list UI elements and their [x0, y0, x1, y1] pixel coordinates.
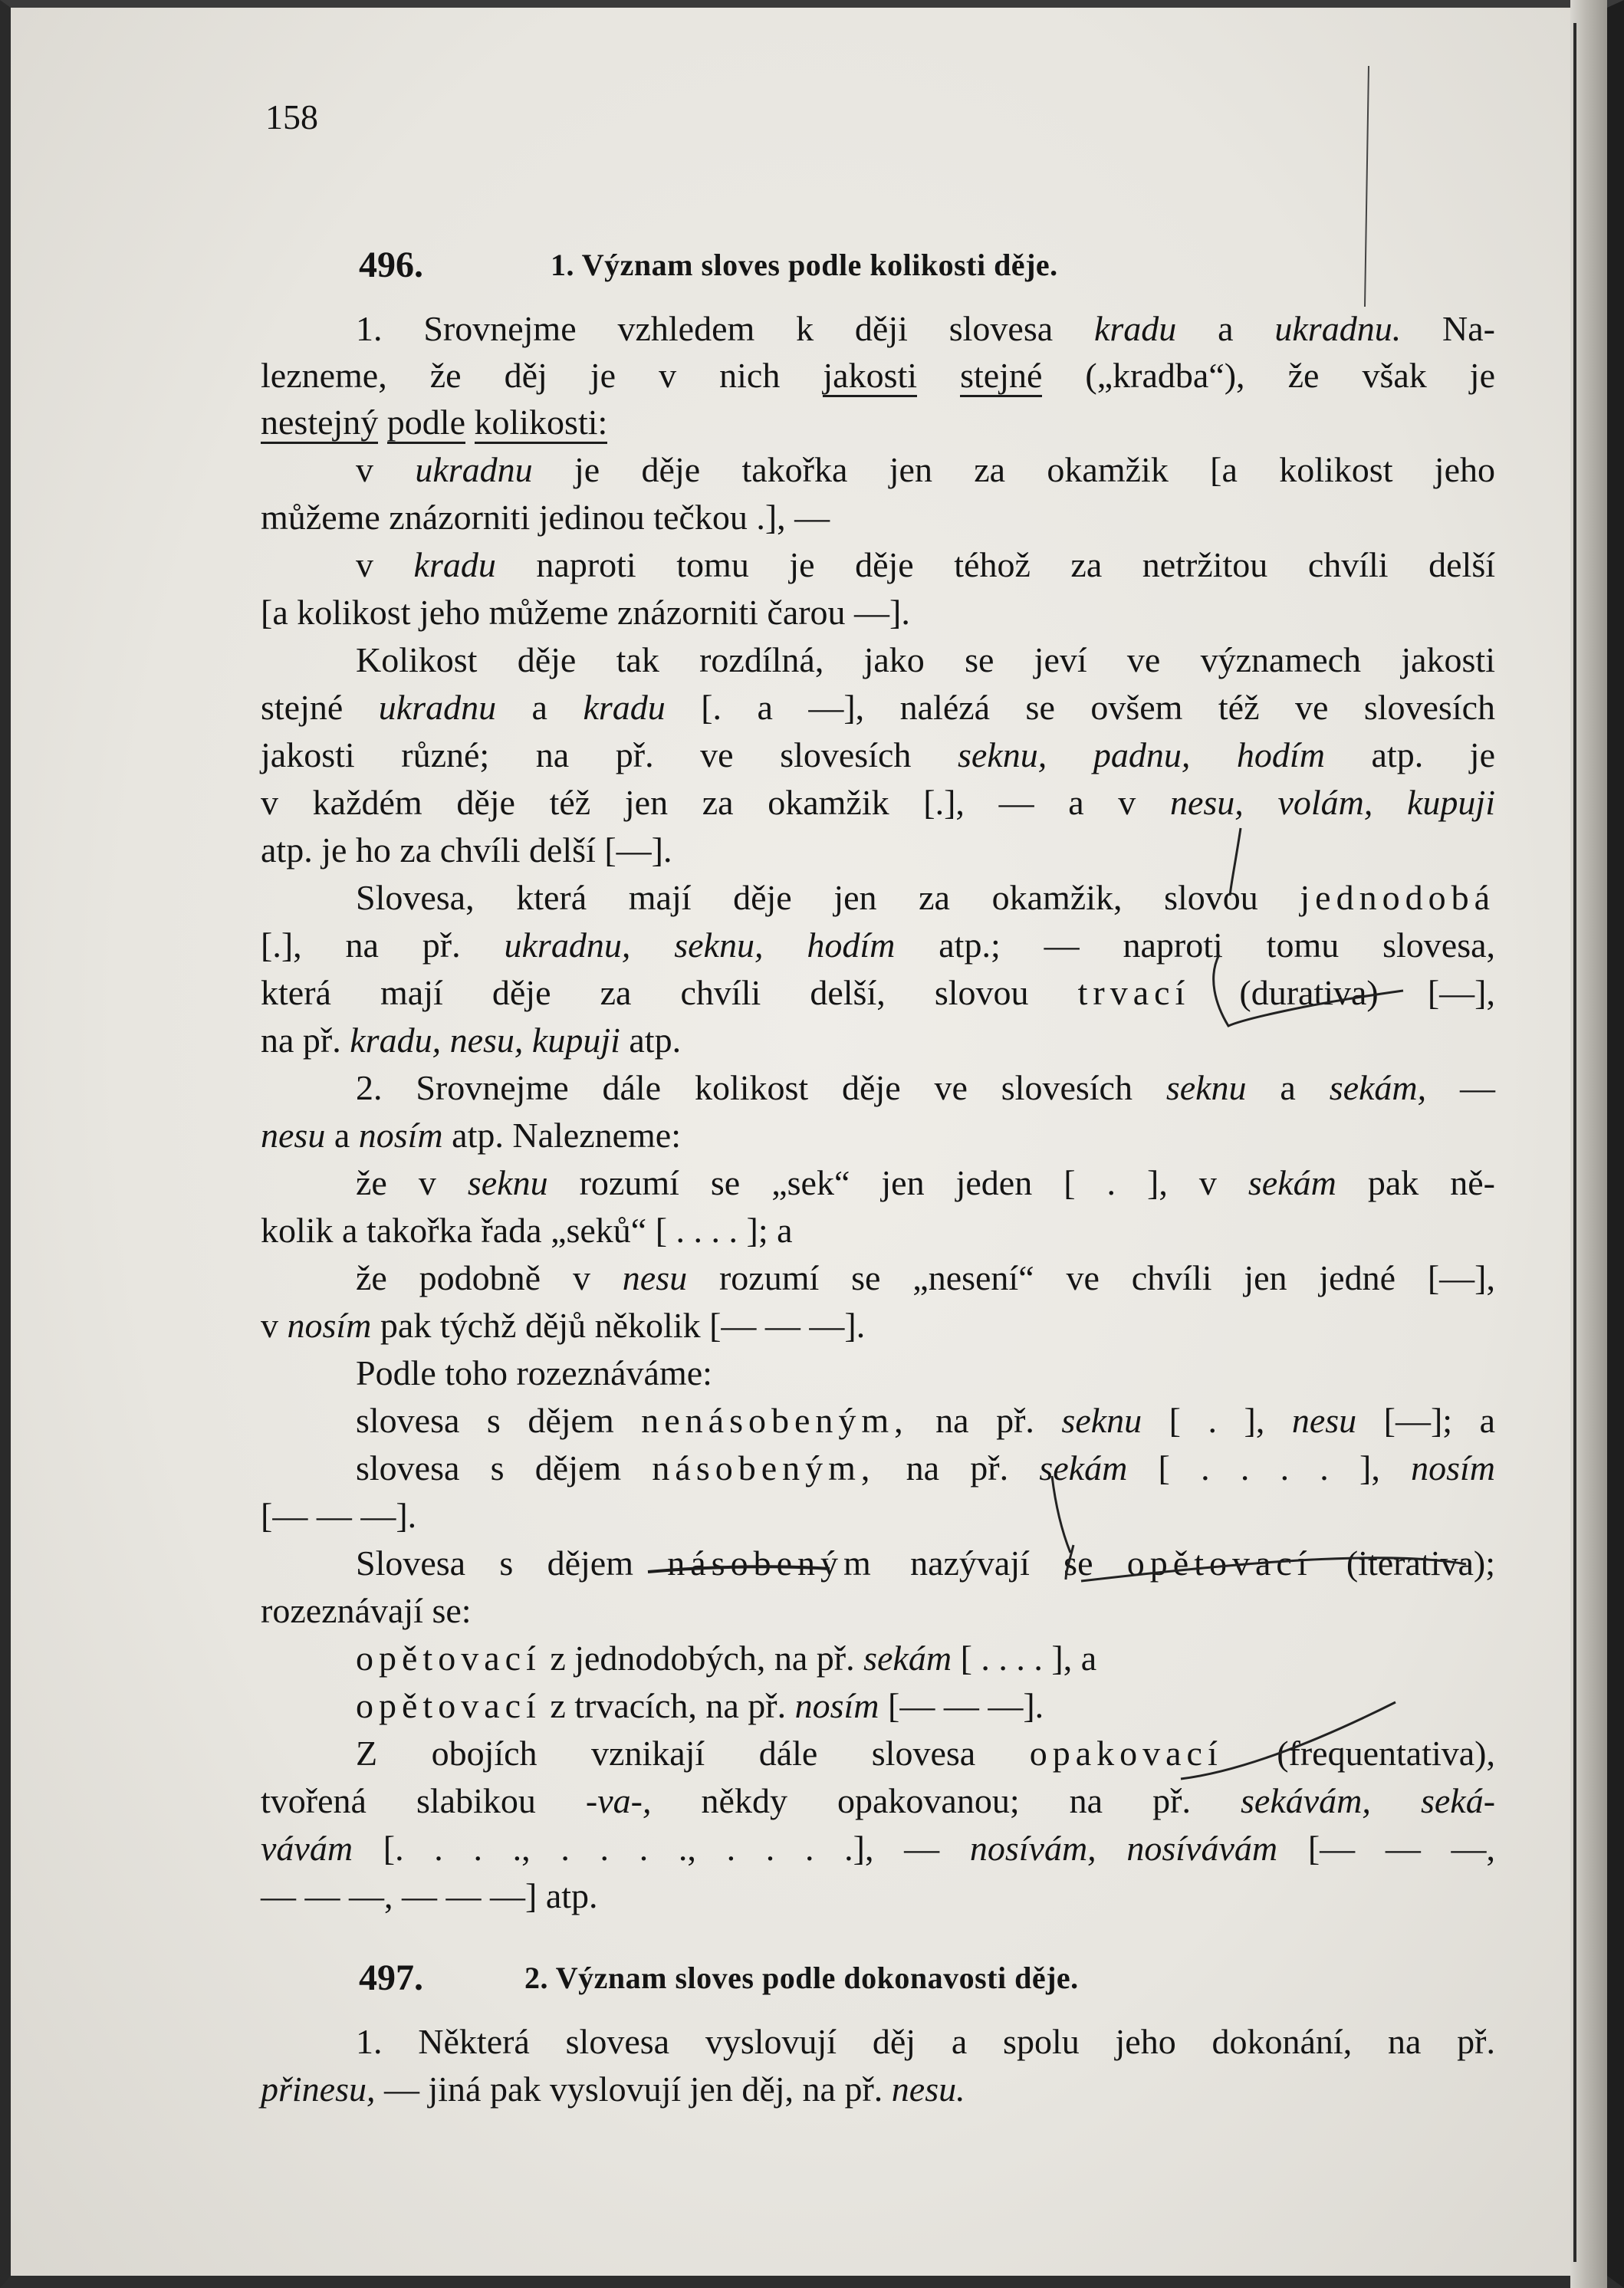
text-line-497-2: přinesu, — jiná pak vyslovují jen děj, na př. nesu.	[261, 2069, 965, 2109]
text-line-496-31: Z obojích vznikají dále slovesa opakovací (frequentativa),	[356, 1734, 1495, 1773]
text-line-496-33: vávám [. . . ., . . . ., . . . .], — nosívám, nosívávám [— — —,	[261, 1829, 1496, 1868]
text-line-496-15: která mají děje za chvíli delší, slovou trvací (durativa) [—],	[261, 973, 1495, 1012]
text-line-496-28: rozeznávají se:	[261, 1591, 472, 1630]
text-line-496-2: lezneme, že děj je v nich jakosti stejné („kradba“), že však je	[261, 352, 1495, 399]
text-line-496-18: nesu a nosím atp. Nalezneme:	[261, 1116, 681, 1155]
text-line-496-21: že podobně v nesu rozumí se „nesení“ ve chvíli jen jedné [—],	[356, 1258, 1495, 1297]
text-line-496-12: atp. je ho za chvíli delší [—].	[261, 830, 672, 870]
text-line-496-3: nestejný podle kolikosti:	[261, 399, 1495, 446]
text-line-496-5: můžeme znázorniti jedinou tečkou .], —	[261, 498, 830, 537]
text-line-496-6: v kradu naproti tomu je děje téhož za netržitou chvíli delší	[356, 545, 1496, 584]
pencil-margin-stroke	[1365, 66, 1369, 307]
text-line-496-4: v ukradnu je děje takořka jen za okamžik [a kolikost jeho	[356, 450, 1495, 489]
text-line-496-27: Slovesa s dějem násobeným nazývají se opětovací (iterativa);	[356, 1543, 1495, 1583]
text-line-496-29: opětovací z jednodobých, na př. sekám [ . . . . ], a	[356, 1639, 1097, 1678]
text-line-496-23: Podle toho rozeznáváme:	[356, 1353, 712, 1392]
section-497-title: 2. Význam sloves podle dokonavosti děje.	[524, 1961, 1079, 1995]
gutter-line	[1573, 23, 1576, 2262]
section-496-number: 496.	[359, 245, 423, 285]
text-line-496-30: opětovací z trvacích, na př. nosím [— — —].	[356, 1686, 1044, 1725]
text-line-496-25: slovesa s dějem násobeným, na př. sekám [ . . . . ], nosím	[356, 1448, 1495, 1488]
text-line-496-11: v každém děje též jen za okamžik [.], — a v nesu, volám, kupuji	[261, 783, 1495, 822]
text-line-496-26: [— — —].	[261, 1496, 417, 1535]
text-line-496-7: [a kolikost jeho můžeme znázorniti čarou —].	[261, 593, 910, 632]
text-line-496-16: na př. kradu, nesu, kupuji atp.	[261, 1021, 682, 1060]
text-line-496-22: v nosím pak týchž dějů několik [— — —].	[261, 1306, 866, 1345]
text-line-496-1: 1. Srovnejme vzhledem k ději slovesa kradu a ukradnu. Na-	[356, 309, 1495, 348]
text-line-496-13: Slovesa, která mají děje jen za okamžik, slovou jednodobá	[356, 878, 1495, 917]
text-line-496-34: — — —, — — —] atp.	[261, 1876, 598, 1915]
text-line-496-9: stejné ukradnu a kradu [. a —], nalézá se ovšem též ve slovesích	[261, 688, 1496, 727]
text-line-496-19: že v seknu rozumí se „sek“ jen jeden [ . ], v sekám pak ně-	[356, 1163, 1495, 1202]
section-497-number: 497.	[359, 1958, 423, 1998]
text-line-497-1: 1. Některá slovesa vyslovují děj a spolu jeho dokonání, na př.	[356, 2022, 1495, 2061]
text-line-496-14: [.], na př. ukradnu, seknu, hodím atp.; — naproti tomu slovesa,	[261, 925, 1496, 965]
text-line-496-8: Kolikost děje tak rozdílná, jako se jeví ve významech jakosti	[356, 640, 1495, 679]
text-line-496-24: slovesa s dějem nenásobeným, na př. seknu [ . ], nesu [—]; a	[356, 1401, 1495, 1440]
page-number: 158	[265, 97, 318, 136]
text-line-496-20: kolik a takořka řada „seků“ [ . . . . ]; a	[261, 1211, 793, 1250]
text-line-496-17: 2. Srovnejme dále kolikost děje ve slovesích seknu a sekám, —	[356, 1068, 1496, 1107]
text-line-496-10: jakosti různé; na př. ve slovesích seknu, padnu, hodím atp. je	[261, 735, 1495, 774]
section-496-title: 1. Význam sloves podle kolikosti děje.	[551, 248, 1058, 282]
text-line-496-32: tvořená slabikou -va-, někdy opakovanou; na př. sekávám, seká-	[261, 1781, 1496, 1820]
